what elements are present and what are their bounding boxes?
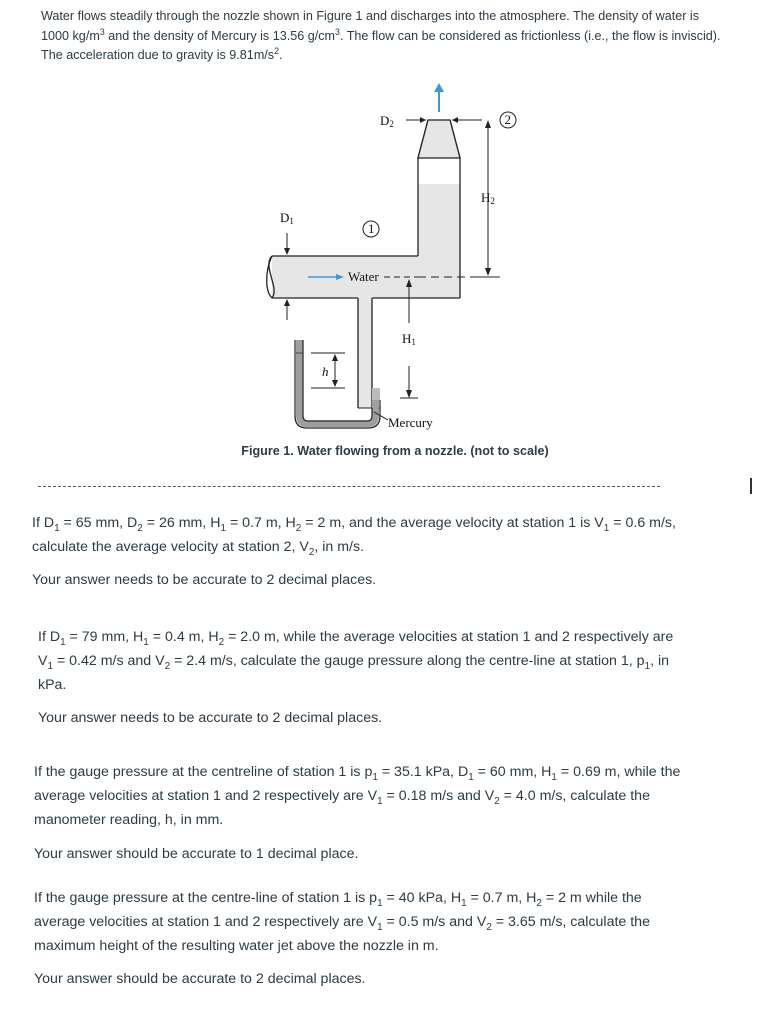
question-1-accuracy: Your answer needs to be accurate to 2 decimal places. — [32, 572, 377, 588]
text-cursor — [750, 478, 752, 494]
svg-text:1: 1 — [368, 221, 375, 236]
label-h: h — [322, 364, 329, 379]
question-1: If $D_1 = 65$ mm, $D_2 = 26$ mm, $H_1 = 0.7$ m, $H_2 = 2$ m, and the average velocity at station 1 is $V_1 = 0.6$ m/s, calculate the average velocity at station 2, $V_2$, in m/s. — [32, 515, 676, 558]
label-water: Water — [348, 269, 379, 284]
svg-text:2: 2 — [504, 112, 511, 127]
label-H1: H1 — [402, 331, 416, 347]
nozzle-figure — [0, 78, 760, 468]
problem-intro: Water flows steadily through the nozzle shown in Figure 1 and discharges into the atmosphere. The density of water is 1000 $kg/m^3$ and the density of Mercury is 13.56 $g/cm^3$. The flow can be considered as frictionless (i.e., the flow is inviscid). The acceleration due to gravity is $9.81m/s^2$. — [41, 9, 721, 62]
question-3: If the gauge pressure at the centreline of station 1 is $p_1 = 35.1$ kPa, $D_1 = 60$ mm, $H_1 = 0.69$ m, while the average velocities at station 1 and 2 respectively are $V_1 = 0.18$ m/s and $V_2 = 4.0$ m/s, calculate the manometer reading, h, in mm. — [34, 764, 681, 828]
question-2-accuracy: Your answer needs to be accurate to 2 decimal places. — [38, 710, 383, 726]
label-H2: H2 — [481, 190, 495, 206]
label-D1: D1 — [280, 210, 294, 226]
question-4-accuracy: Your answer should be accurate to 2 decimal places. — [34, 971, 366, 987]
label-D2: D2 — [380, 113, 394, 129]
divider — [38, 486, 660, 487]
intro-line-1: Water flows steadily through the nozzle shown in Figure 1 and discharges into the atmosphere. The density of water is — [41, 9, 700, 23]
question-3-accuracy: Your answer should be accurate to 1 decimal place. — [34, 846, 359, 862]
nozzle-body — [418, 120, 460, 158]
label-mercury: Mercury — [388, 415, 433, 430]
question-4: If the gauge pressure at the centre-line of station 1 is $p_1 = 40$ kPa, $H_1 = 0.7$ m, $H_2 = 2$ m while the average velocities at station 1 and 2 respectively are $V_1 = 0.5$ m/s and $V_2 = 3.65$ m/s, calculate the maximum height of the resulting water jet above the nozzle in m. — [34, 890, 650, 954]
question-2: If $D_1 = 79$ mm, $H_1 = 0.4$ m, $H_2 = 2.0$ m, while the average velocities at station 1 and 2 respectively are $V_1 = 0.42$ m/s and $V_2 = 2.4$ m/s, calculate the gauge pressure along the centre-line at station 1, $p_1$, in kPa. — [38, 629, 674, 693]
jet-arrow-icon — [434, 83, 444, 112]
figure-caption: Figure 1. Water flowing from a nozzle. (not to scale) — [241, 444, 549, 458]
